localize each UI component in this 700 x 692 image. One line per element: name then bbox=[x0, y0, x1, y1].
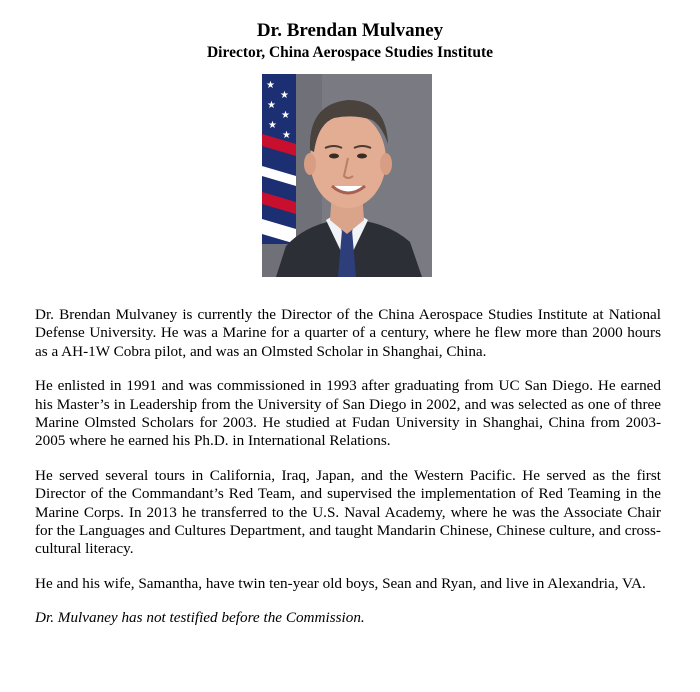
person-title: Director, China Aerospace Studies Institute bbox=[206, 44, 494, 61]
svg-text:★: ★ bbox=[267, 100, 276, 111]
svg-text:★: ★ bbox=[268, 120, 277, 131]
person-name: Dr. Brendan Mulvaney bbox=[256, 20, 444, 41]
flag bbox=[262, 74, 296, 244]
bio-paragraph: He served several tours in California, Iraq, Japan, and the Western Pacific. He served as the first Director of the Commandant’s Red Team, and supervised the implementation of Red Teaming in the Marine Corps. In 2013 he transferred to the U.S. Naval Academy, where he was the Associate Chair for the Languages and Cultures Department, and taught Mandarin Chinese, Chinese culture, and cross-cultural literacy. bbox=[35, 466, 661, 558]
document-header bbox=[0, 20, 700, 62]
bio-paragraph: Dr. Brendan Mulvaney is currently the Director of the China Aerospace Studies Institute at National Defense University. He was a Marine for a quarter of a century, where he flew more than 2000 hours as a AH-1W Cobra pilot, and was an Olmsted Scholar in Shanghai, China. bbox=[35, 306, 661, 360]
bio-paragraph: He and his wife, Samantha, have twin ten-year old boys, Sean and Ryan, and live in Alexandria, VA. bbox=[35, 574, 646, 592]
portrait-photo bbox=[262, 74, 432, 277]
svg-text:★: ★ bbox=[266, 80, 275, 91]
testimony-note: Dr. Mulvaney has not testified before the Commission. bbox=[35, 609, 365, 627]
svg-text:★: ★ bbox=[280, 90, 289, 101]
svg-text:★: ★ bbox=[282, 130, 291, 141]
bio-paragraph: He enlisted in 1991 and was commissioned in 1993 after graduating from UC San Diego. He earned his Master’s in Leadership from the University of San Diego in 2002, and was selected as one of three Marine Olmsted Scholars for 2003. He studied at Fudan University in Shanghai, China from 2003-2005 where he earned his Ph.D. in International Relations. bbox=[35, 377, 661, 450]
svg-text:★: ★ bbox=[281, 110, 290, 121]
biography bbox=[35, 306, 661, 644]
